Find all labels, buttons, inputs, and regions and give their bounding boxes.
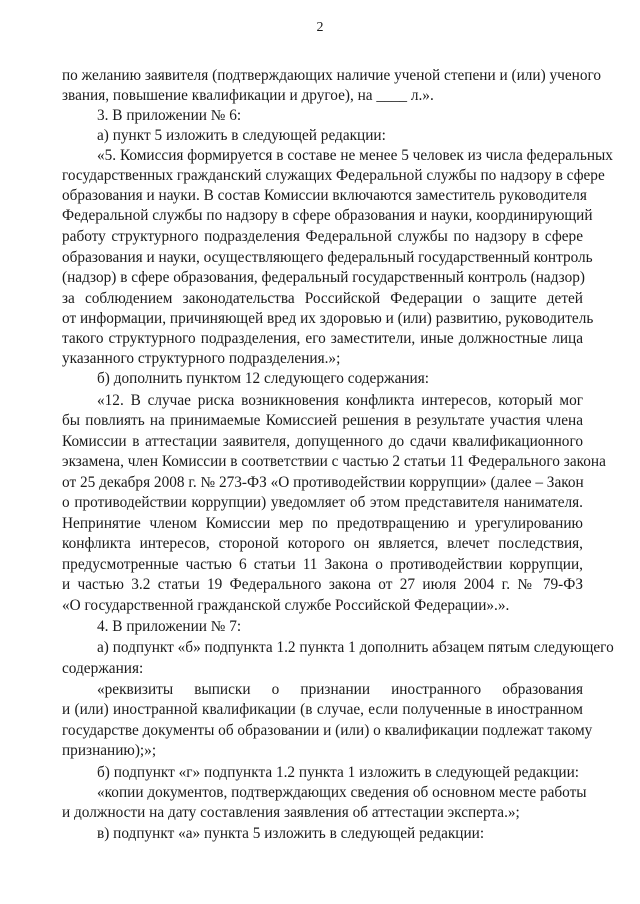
text-line: экзамена, член Комиссии в соответствии с частью 2 статьи 11 Федерального закона [62, 453, 606, 470]
text-line: Непринятие членом Комиссии мер по предотвращению и урегулированию [62, 515, 583, 532]
text-line: 4. В приложении № 7: [97, 618, 242, 635]
text-line: образования и науки. В состав Комиссии включаются заместитель руководителя [62, 187, 587, 204]
text-line: (надзор) в сфере образования, федеральный государственный контроль (надзор) [62, 269, 586, 286]
text-line: от информации, причиняющей вред их здоровью и (или) развитию, руководитель [62, 310, 594, 327]
text-line: такого структурного подразделения, его заместители, иные должностные лица [62, 330, 583, 347]
text-line: и должности на дату составления заявления об аттестации эксперта.»; [62, 804, 520, 821]
text-line: а) пункт 5 изложить в следующей редакции: [97, 127, 386, 144]
text-line: 3. В приложении № 6: [97, 107, 242, 124]
text-line: а) подпункт «б» подпункта 1.2 пункта 1 дополнить абзацем пятым следующего [97, 639, 614, 656]
text-line: бы повлиять на принимаемые Комиссией решения в результате участия члена [62, 412, 583, 429]
text-line: о противодействии коррупции) уведомляет об этом представителя нанимателя. [62, 494, 583, 511]
text-line: звания, повышение квалификации и другое), на ____ л.». [62, 87, 434, 104]
text-line: «реквизиты выписки о признании иностранного образования [97, 681, 583, 698]
text-line: Комиссии в аттестации заявителя, допущенного до сдачи квалификационного [62, 433, 583, 450]
text-line: государственных гражданский служащих Федеральной службы по надзору в сфере [62, 167, 605, 184]
text-line: признанию);»; [62, 742, 157, 759]
text-line: указанного структурного подразделения.»; [62, 350, 341, 367]
text-line: государстве документы об образовании и (или) о квалификации подлежат такому [62, 722, 593, 739]
text-line: б) дополнить пунктом 12 следующего содержания: [97, 370, 430, 387]
text-line: «5. Комиссия формируется в составе не менее 5 человек из числа федеральных [97, 147, 613, 164]
text-line: «12. В случае риска возникновения конфликта интересов, который мог [97, 392, 583, 409]
text-line: конфликта интересов, стороной которого он является, влечет последствия, [62, 535, 583, 552]
text-line: б) подпункт «г» подпункта 1.2 пункта 1 изложить в следующей редакции: [97, 764, 580, 781]
text-line: предусмотренные частью 6 статьи 11 Закона о противодействии коррупции, [62, 556, 583, 573]
text-line: от 25 декабря 2008 г. № 273-ФЗ «О противодействии коррупции» (далее – Закон [62, 474, 584, 491]
page-number: 2 [316, 20, 324, 35]
text-line: за соблюдением законодательства Российской Федерации о защите детей [62, 290, 583, 307]
text-line: и частью 3.2 статьи 19 Федерального закона от 27 июля 2004 г. № 79-ФЗ [62, 576, 583, 593]
text-line: и (или) иностранной квалификации (в случае, если полученные в иностранном [62, 701, 583, 718]
text-line: «копии документов, подтверждающих сведения об основном месте работы [97, 784, 587, 801]
text-line: образования и науки, осуществляющего федеральный государственный контроль [62, 249, 593, 266]
text-line: работу структурного подразделения Федеральной службы по надзору в сфере [62, 228, 583, 245]
text-line: по желанию заявителя (подтверждающих наличие ученой степени и (или) ученого [62, 67, 602, 84]
text-line: в) подпункт «а» пункта 5 изложить в следующей редакции: [97, 825, 485, 842]
text-line: содержания: [62, 660, 144, 677]
text-line: Федеральной службы по надзору в сфере образования и науки, координирующий [62, 207, 593, 224]
text-line: «О государственной гражданской службе Российской Федерации».». [62, 597, 510, 614]
